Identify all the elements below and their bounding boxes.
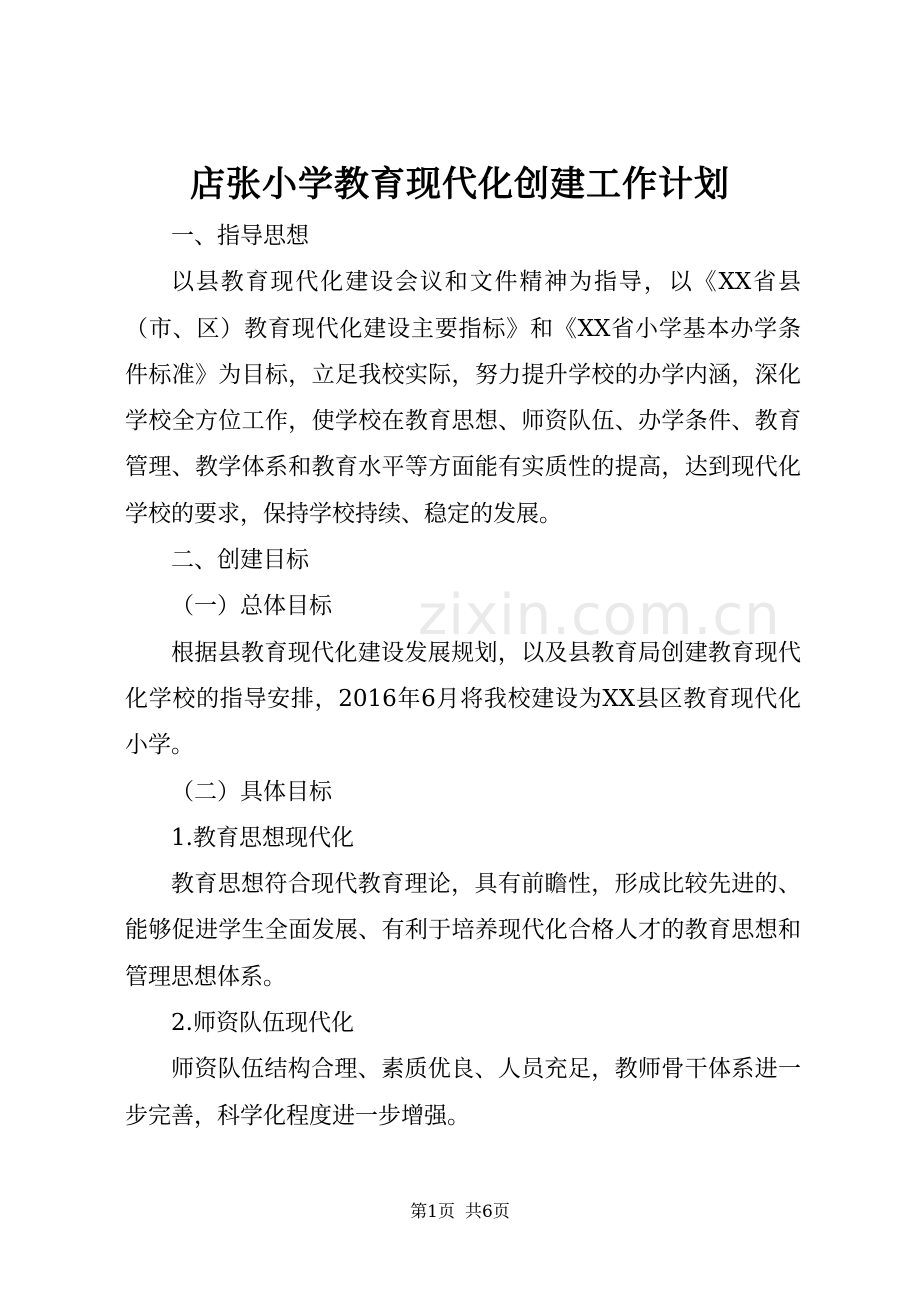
watermark: zixin.com.cn [418, 583, 781, 648]
section-heading-guiding-ideology: 一、指导思想 [171, 223, 309, 249]
paragraph-teaching-staff: 师资队伍结构合理、素质优良、人员充足，教师骨干体系进一步完善，科学化程度进一步增强。 [125, 1056, 801, 1129]
section-heading-goals: 二、创建目标 [171, 547, 309, 574]
page-number-current: 第1页 [410, 1202, 455, 1222]
paragraph-guiding-ideology: 以县教育现代化建设会议和文件精神为指导，以《XX省县（市、区）教育现代化建设主要指标》和《XX省小学基本办学条件标准》为目标，立足我校实际，努力提升学校的办学内涵，深化学校全方位工作，使学校在教育思想、师资队伍、办学条件、教育管理、教学体系和教育水平等方面能有实质性的提高，达到现代化学校的要求，保持学校持续、稳定的发展。 [125, 269, 801, 527]
subsection-heading-overall-goal: （一）总体目标 [171, 593, 332, 620]
document-body [125, 213, 801, 1139]
paragraph-education-thought: 教育思想符合现代教育理论，具有前瞻性，形成比较先进的、能够促进学生全面发展、有利于培养现代化合格人才的教育思想和管理思想体系。 [125, 871, 801, 990]
page-footer [0, 1199, 920, 1225]
paragraph-overall-goal: 根据县教育现代化建设发展规划，以及县教育局创建教育现代化学校的指导安排，2016年6月将我校建设为XX县区教育现代化小学。 [125, 639, 801, 759]
document-title: 店张小学教育现代化创建工作计划 [189, 164, 730, 205]
item-heading-teaching-staff: 2.师资队伍现代化 [171, 1010, 354, 1037]
subsection-heading-specific-goals: （二）具体目标 [171, 778, 332, 805]
item-heading-education-thought: 1.教育思想现代化 [171, 824, 354, 851]
page-number-total: 共6页 [465, 1202, 510, 1222]
